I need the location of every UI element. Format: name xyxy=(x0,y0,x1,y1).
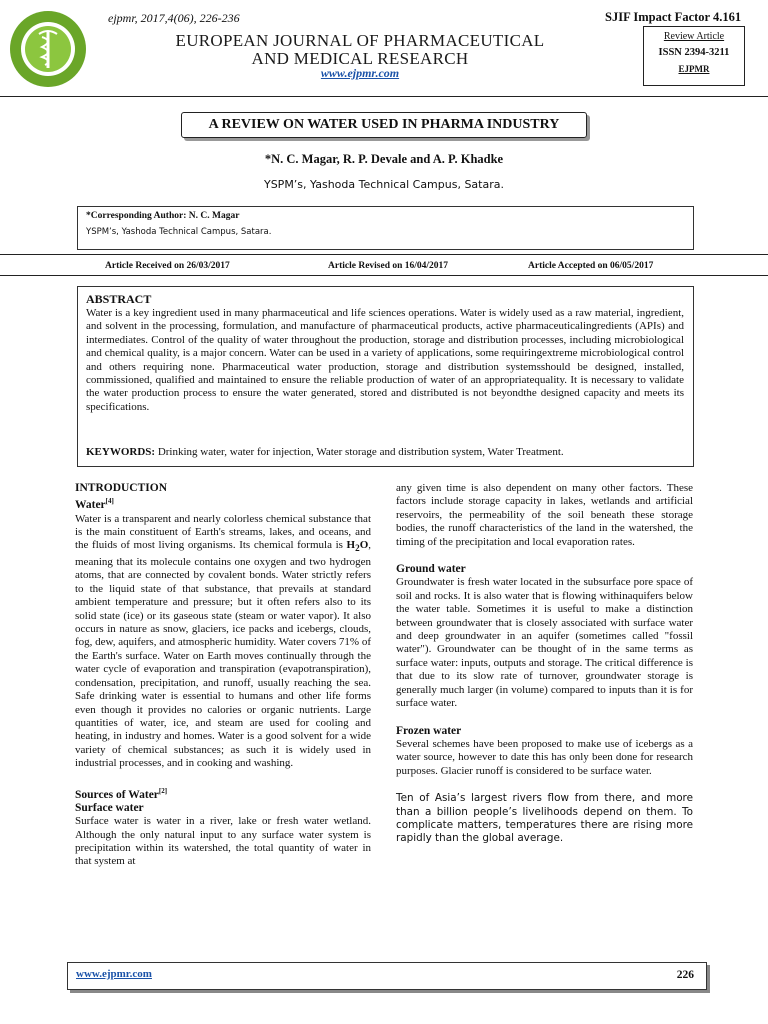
water-heading-text: Water xyxy=(75,499,106,512)
introduction-heading: INTRODUCTION xyxy=(75,482,168,494)
dates-bottom-divider xyxy=(0,275,768,276)
journal-url-link[interactable]: www.ejpmr.com xyxy=(320,66,400,80)
water-paragraph xyxy=(75,513,371,771)
frozen-water-text: Several schemes have been proposed to make use of icebergs as a water source, however to date this has only been done for research purposes. Glacier runoff is considered to be surface water. xyxy=(396,737,693,777)
issn: ISSN 2394-3211 xyxy=(658,47,730,58)
sources-ref: [2] xyxy=(158,786,168,795)
article-type: Review Article xyxy=(663,31,725,42)
right-column xyxy=(396,482,693,846)
journal-title xyxy=(150,32,570,68)
received-date: Article Received on 26/03/2017 xyxy=(105,261,230,271)
corresponding-author: *Corresponding Author: N. C. Magar xyxy=(86,211,240,221)
continued-text: any given time is also dependent on many other factors. These factors include storage capacity in lakes, wetlands and artificial reservoirs, the permeability of the soil beneath these storage bodies, the runoff characteristics of the land in the watershed, the timing of the precipitation and local evaporation rates. xyxy=(396,482,693,548)
authors: *N. C. Magar, R. P. Devale and A. P. Khadke xyxy=(264,152,504,166)
water-text-2: , meaning that its molecule contains one oxygen and two hydrogen atoms, that are connected by covalent bonds. Water strictly refers to the liquid state of that substance, that prevails at standard ambient temperature and pressure; but it often refers also to its solid state (ice) or its gaseous state (steam or water vapor). It also occurs in nature as snow, glaciers, ice packs and icebergs, clouds, fog, dew, aquifers, and atmospheric humidity. Water covers 71% of the Earth's surface. Water on Earth moves continually through the water cycle of evaporation and transpiration (evapotranspiration), condensation, precipitation, and runoff, usually reaching the sea. Safe drinking water is essential to humans and other life forms even though it provides no calories or organic nutrients. Large quantities of water, ice, and steam are used for cooling and heating, in industry and homes. Water is a good solvent for a wide variety of chemical substances; as such it is widely used in industrial processes, and in cooking and washing. xyxy=(75,539,371,770)
footer-box xyxy=(67,962,707,990)
article-type-box xyxy=(643,26,745,86)
water-text-1: Water is a transparent and nearly colorless chemical substance that is the main constituent of Earth's streams, lakes, and oceans, and the fluids of most living organisms. Its chemical formula is xyxy=(75,512,371,552)
ground-water-heading: Ground water xyxy=(396,563,466,576)
formula-sub: 2 xyxy=(355,543,360,554)
journal-title-line2: AND MEDICAL RESEARCH xyxy=(251,49,469,68)
header-divider xyxy=(0,96,768,97)
left-column xyxy=(75,482,371,869)
journal-short-name: EJPMR xyxy=(678,64,710,74)
dates-top-divider xyxy=(0,254,768,255)
page-number: 226 xyxy=(676,969,694,981)
journal-title-line1: EUROPEAN JOURNAL OF PHARMACEUTICAL xyxy=(175,31,545,50)
abstract-heading: ABSTRACT xyxy=(86,292,152,306)
abstract-text: Water is a key ingredient used in many pharmaceutical and life sciences operations. Water is widely used as a raw material, ingredient, and solvent in the processing, formulation, and manufacture of pharmaceutical products, active pharmaceuticalingredients (APIs) and intermediates. Control of the quality of water throughout the production, storage and distribution processes, including microbiological and chemical quality, is a major concern. Water can be used in a variety of applications, some requiringextreme microbiological control and others requiring none. Pharmaceutical water production, storage and distribution systemsshould be designed, installed, commissioned, qualified and maintained to ensure the reliable production of water of an appropriatequality. It is necessary to validate the water production process to ensure the water generated, stored and distributed is not beyondthe designed capacity and meets its specifications. xyxy=(86,307,684,413)
accepted-date: Article Accepted on 06/05/2017 xyxy=(528,261,654,271)
revised-date: Article Revised on 16/04/2017 xyxy=(328,261,449,271)
surface-water-heading: Surface water xyxy=(75,801,144,814)
abstract-box xyxy=(77,286,694,467)
corresponding-affiliation: YSPM’s, Yashoda Technical Campus, Satara. xyxy=(86,227,272,237)
formula-o: O xyxy=(359,539,369,552)
water-heading xyxy=(75,495,371,512)
surface-water-text: Surface water is water in a river, lake or fresh water wetland. Although the only natural input to any surface water system is precipitation within its watershed, the total quantity of water in that system at xyxy=(75,815,371,868)
ground-water-text: Groundwater is fresh water located in the subsurface pore space of soil and rocks. It is also water that is flowing withinaquifers below the water table. Sometimes it is useful to make a distinction between groundwater that is closely associated with surface water and deep groundwater in an aquifer (sometimes called "fossil water"). Groundwater can be thought of in the same terms as surface water: inputs, outputs and storage. The critical difference is that due to its slow rate of turnover, groundwater storage is generally much larger (in volume) compared to inputs than it is for surface water. xyxy=(396,576,693,710)
affiliation: YSPM’s, Yashoda Technical Campus, Satara. xyxy=(263,178,504,191)
asia-rivers-text: Ten of Asia’s largest rivers flow from there, and more than a billion people’s livelihoods depend on them. To complicate matters, temperatures there are rising more rapidly than the global average. xyxy=(396,792,693,845)
keywords-text: Drinking water, water for injection, Water storage and distribution system, Water Treatment. xyxy=(157,446,564,458)
footer-url-link[interactable]: www.ejpmr.com xyxy=(76,968,152,980)
water-formula xyxy=(346,539,369,554)
corresponding-author-box xyxy=(77,206,694,250)
sources-heading-text: Sources of Water xyxy=(75,788,159,801)
article-title: A REVIEW ON WATER USED IN PHARMA INDUSTRY xyxy=(181,112,587,138)
sources-heading xyxy=(75,785,371,802)
journal-logo xyxy=(9,10,87,88)
frozen-water-heading: Frozen water xyxy=(396,724,462,737)
keywords xyxy=(86,446,564,458)
impact-factor: SJIF Impact Factor 4.161 xyxy=(605,10,742,24)
water-ref: [4] xyxy=(105,497,114,506)
formula-h: H xyxy=(346,539,356,552)
citation: ejpmr, 2017,4(06), 226-236 xyxy=(108,11,240,25)
keywords-label: KEYWORDS: xyxy=(86,446,156,458)
